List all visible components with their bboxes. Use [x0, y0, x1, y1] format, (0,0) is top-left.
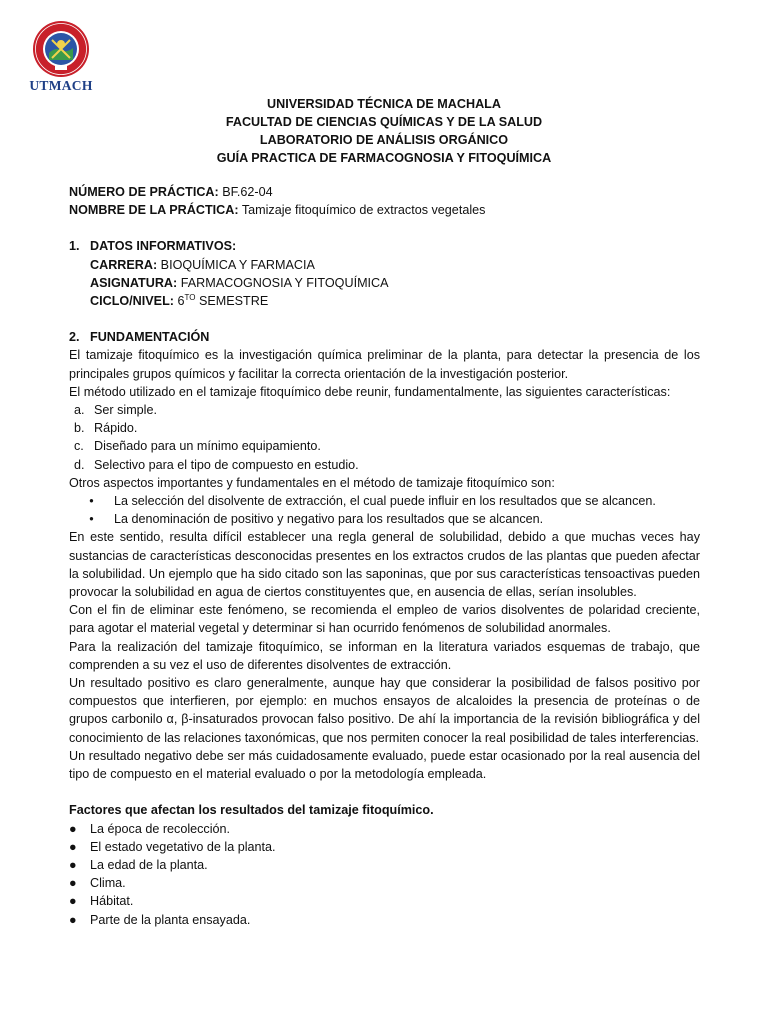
- ciclo-label: CICLO/NIVEL:: [90, 294, 174, 309]
- university-acronym: UTMACH: [29, 78, 93, 93]
- ciclo-rest: SEMESTRE: [195, 294, 269, 309]
- ciclo-value: 6: [173, 294, 185, 309]
- header-guide-title: GUÍA PRACTICA DE FARMACOGNOSIA Y FITOQUÍMICA: [216, 151, 552, 165]
- paragraph-8: Un resultado negativo debe ser más cuidadosamente evaluado, puede estar ocasionado por la real ausencia del tipo de compuesto en el material evaluado o por la metodología empleada.: [69, 748, 700, 782]
- section-2-number: 2.: [69, 330, 80, 345]
- carrera-label: CARRERA:: [90, 257, 158, 272]
- list-item: [69, 510, 700, 528]
- document-body: [69, 183, 700, 929]
- list-item: [69, 911, 700, 929]
- list-item: [69, 437, 700, 455]
- section-1-title: DATOS INFORMATIVOS:: [90, 239, 237, 254]
- list-item-text: Parte de la planta ensayada.: [90, 912, 251, 927]
- info-ciclo: [69, 292, 700, 310]
- section-2-heading: [69, 328, 700, 346]
- list-item-text: Ser simple.: [94, 403, 157, 418]
- list-item-text: Clima.: [90, 876, 126, 891]
- list-item: [69, 838, 700, 856]
- bullet-icon: ●: [69, 821, 77, 836]
- list-item: [69, 419, 700, 437]
- list-item: [69, 874, 700, 892]
- list-item: [69, 856, 700, 874]
- factors-title: Factores que afectan los resultados del tamizaje fitoquímico.: [69, 803, 434, 818]
- section-1-number: 1.: [69, 239, 80, 254]
- list-item-text: La edad de la planta.: [90, 857, 208, 872]
- list-marker: b.: [74, 421, 85, 436]
- paragraph-2: El método utilizado en el tamizaje fitoquímico debe reunir, fundamentalmente, las siguientes características:: [69, 384, 671, 399]
- practice-name-value: Tamizaje fitoquímico de extractos vegetales: [238, 203, 486, 218]
- list-item: [69, 401, 700, 419]
- bullet-icon: ●: [69, 894, 77, 909]
- list-marker: c.: [74, 439, 84, 454]
- document-header: [0, 95, 768, 167]
- paragraph-3: Otros aspectos importantes y fundamentales en el método de tamizaje fitoquímico son:: [69, 475, 555, 490]
- paragraph-5: Con el fin de eliminar este fenómeno, se recomienda el empleo de varios disolventes de polaridad creciente, para agotar el material vegetal y determinar si han ocurrido fenómenos de solubilidad anormales.: [69, 603, 700, 636]
- info-carrera: [69, 256, 700, 274]
- section-1-heading: [69, 237, 700, 255]
- practice-name: [69, 201, 700, 219]
- bullet-icon: ●: [69, 876, 77, 891]
- paragraph-7: Un resultado positivo es claro generalmente, aunque hay que considerar la posibilidad de falsos positivo por compuestos que interfieren, por ejemplo: en muchos ensayos de alcaloides la presencia de proteínas o de grupos carbonilo α, β-insaturados provocan falso positivo. De ahí la importancia de la revisión bibliográfica y del conocimiento de las relaciones taxonómicas, que nos permiten conocer la real posibilidad de tales interferencias.: [69, 676, 700, 745]
- paragraph-6: Para la realización del tamizaje fitoquímico, se informan en la literatura variados esquemas de trabajo, que comprenden a su vez el uso de diferentes disolventes de extracción.: [69, 639, 700, 672]
- list-item-text: La época de recolección.: [90, 821, 231, 836]
- list-item: [69, 492, 700, 510]
- list-marker: d.: [74, 457, 85, 472]
- bullet-icon: ●: [69, 857, 77, 872]
- practice-number: [69, 183, 700, 201]
- list-item: [69, 456, 700, 474]
- list-item-text: Diseñado para un mínimo equipamiento.: [94, 439, 321, 454]
- bullet-icon: •: [89, 494, 94, 509]
- list-item-text: Selectivo para el tipo de compuesto en estudio.: [94, 457, 359, 472]
- section-2-title: FUNDAMENTACIÓN: [90, 330, 210, 345]
- university-seal-icon: [32, 20, 90, 78]
- practice-number-value: BF.62-04: [218, 185, 273, 199]
- bullet-icon: ●: [69, 912, 77, 927]
- info-asignatura: [69, 274, 700, 292]
- list-item-text: La selección del disolvente de extracción, el cual puede influir en los resultados que se alcancen.: [114, 494, 656, 509]
- asignatura-label: ASIGNATURA:: [90, 275, 178, 290]
- header-university: UNIVERSIDAD TÉCNICA DE MACHALA: [267, 97, 501, 111]
- practice-name-label: NOMBRE DE LA PRÁCTICA:: [69, 203, 239, 218]
- practice-number-label: NÚMERO DE PRÁCTICA:: [69, 185, 219, 199]
- list-item-text: Hábitat.: [90, 894, 134, 909]
- list-marker: a.: [74, 403, 85, 418]
- list-item-text: Rápido.: [94, 421, 138, 436]
- list-item: [69, 892, 700, 910]
- header-faculty: FACULTAD DE CIENCIAS QUÍMICAS Y DE LA SALUD: [225, 115, 543, 129]
- list-item-text: El estado vegetativo de la planta.: [90, 839, 276, 854]
- paragraph-1: El tamizaje fitoquímico es la investigación química preliminar de la planta, para detectar la presencia de los principales grupos químicos y facilitar la correcta orientación de la investigación posterior.: [69, 348, 700, 381]
- carrera-value: BIOQUÍMICA Y FARMACIA: [157, 257, 315, 272]
- list-item: [69, 820, 700, 838]
- asignatura-value: FARMACOGNOSIA Y FITOQUÍMICA: [177, 275, 389, 290]
- bullet-icon: •: [89, 512, 94, 527]
- header-laboratory: LABORATORIO DE ANÁLISIS ORGÁNICO: [259, 133, 509, 147]
- paragraph-4: En este sentido, resulta difícil establecer una regla general de solubilidad, debido a que muchas veces hay sustancias de características desconocidas presentes en los extractos crudos de las plantas que pueden afectar la solubilidad. Un ejemplo que ha sido citado son las saponinas, que por sus características tensoactivas pueden provocar la solubilidad en agua de ciertos constituyentes que, en ausencia de ellas, serían insolubles.: [69, 530, 700, 600]
- bullet-icon: ●: [69, 839, 77, 854]
- ciclo-superscript: TO: [184, 293, 196, 303]
- list-item-text: La denominación de positivo y negativo para los resultados que se alcancen.: [114, 512, 544, 527]
